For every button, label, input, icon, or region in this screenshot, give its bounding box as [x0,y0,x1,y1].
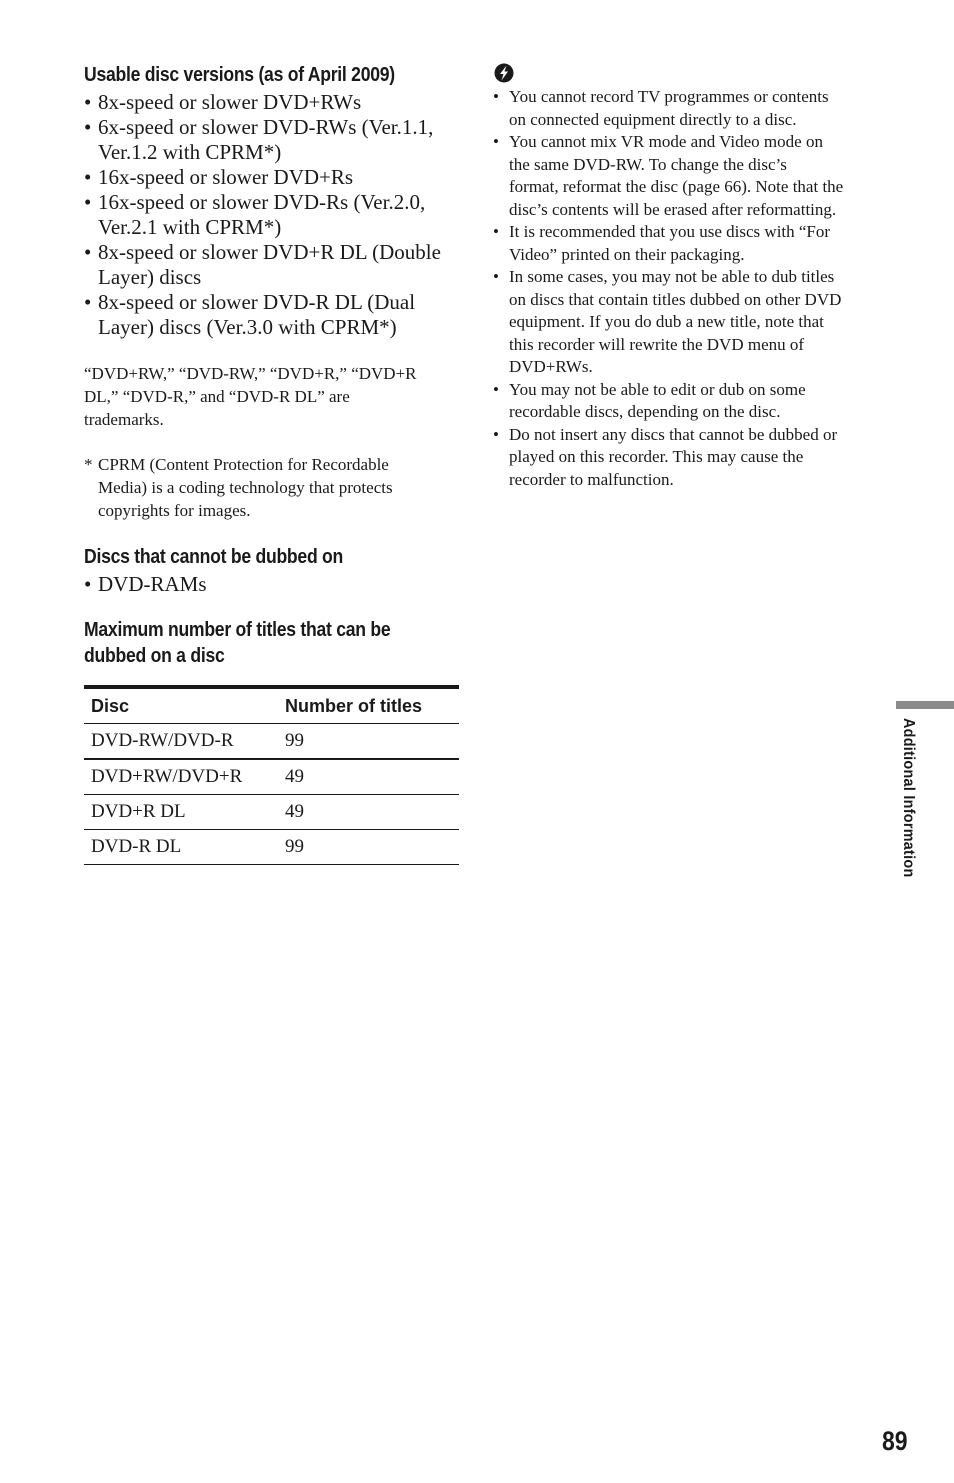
list-item-text: It is recommended that you use discs with “For [509,222,831,241]
list-item-text: You cannot record TV programmes or contents [509,87,829,106]
bullet: • [84,190,92,214]
footnote-text [98,455,393,520]
list-item [84,90,460,115]
section-tab-marker [896,701,954,709]
bullet: • [493,132,499,151]
text-line: trademarks. [84,410,164,429]
page-number: 89 [882,1426,908,1456]
bullet: • [493,379,499,399]
list-item-text: Do not insert any discs that cannot be dubbed or [509,424,838,444]
list-item-text: You cannot mix VR mode and Video mode on [509,132,823,151]
cprm-footnote [84,453,460,522]
list-item [493,221,873,266]
cannot-dub-list [84,572,460,597]
table-row [84,795,459,830]
list-item-text: 16x-speed or slower DVD+Rs [98,165,354,189]
footnote-asterisk: * [84,455,93,474]
list-item [84,165,460,190]
bullet: • [493,222,499,241]
list-item [84,290,460,340]
text-line: DL,” “DVD-R,” and “DVD-R DL” are [84,387,350,406]
trademark-note [84,362,460,431]
left-column [84,62,460,865]
list-item-text: equipment. If you do dub a new title, note that [509,312,824,331]
header-number-of-titles: Number of titles [278,687,459,724]
cell-titles: 99 [278,830,459,865]
list-item-text: 16x-speed or slower DVD-Rs (Ver.2.0, [98,190,426,214]
bullet: • [493,424,499,444]
header-disc: Disc [84,687,278,724]
list-item-text: DVD+RWs. [509,357,593,376]
list-item-text: You may not be able to edit or dub on some [509,379,806,399]
tip-icon [493,62,515,84]
bullet: • [84,290,92,314]
table-row [84,830,459,865]
bullet: • [493,267,499,286]
list-item-text: format, reformat the disc (page 66). Note that the [509,177,844,196]
list-item-text: 6x-speed or slower DVD-RWs (Ver.1.1, [98,115,434,139]
cell-disc: DVD+RW/DVD+R [84,759,278,795]
text-line: copyrights for images. [98,501,251,520]
list-item-text: In some cases, you may not be able to dub titles [509,267,835,286]
bullet: • [84,572,92,596]
text-line: “DVD+RW,” “DVD-RW,” “DVD+R,” “DVD+R [84,364,417,383]
list-item-text: Layer) discs [98,265,202,289]
right-column [493,62,873,491]
list-item-text: Video” printed on their packaging. [509,244,745,264]
list-item-text: on connected equipment directly to a disc. [509,109,797,129]
list-item [84,572,460,597]
list-item [493,266,873,379]
text-line: Maximum number of titles that can be [84,619,391,641]
list-item-text: 8x-speed or slower DVD+R DL (Double [98,240,441,264]
bullet: • [84,165,92,189]
cell-titles: 99 [278,724,459,760]
list-item [493,379,873,424]
bullet: • [84,240,92,264]
list-item-text: Ver.1.2 with CPRM*) [98,140,282,164]
list-item-text: 8x-speed or slower DVD-R DL (Dual [98,290,416,314]
bullet: • [84,90,92,114]
table-row [84,724,459,760]
list-item-text: 8x-speed or slower DVD+RWs [98,90,362,114]
list-item-text: on discs that contain titles dubbed on other DVD [509,289,842,309]
list-item-text: Ver.2.1 with CPRM*) [98,215,282,239]
text-line: Media) is a coding technology that protects [98,478,393,497]
text-line: dubbed on a disc [84,645,225,667]
list-item-text: Layer) discs (Ver.3.0 with CPRM*) [98,315,397,339]
list-item [84,115,460,165]
cell-disc: DVD+R DL [84,795,278,830]
cell-titles: 49 [278,795,459,830]
list-item-text: recordable discs, depending on the disc. [509,402,781,421]
list-item [493,424,873,492]
cannot-dub-heading: Discs that cannot be dubbed on [84,546,344,568]
list-item [493,131,873,221]
list-item-text: played on this recorder. This may cause the [509,447,804,466]
list-item-text: this recorder will rewrite the DVD menu of [509,334,805,354]
list-item [493,86,873,131]
list-item-text: recorder to malfunction. [509,469,674,489]
list-item-text: DVD-RAMs [98,572,207,596]
list-item-text: disc’s contents will be erased after reformatting. [509,199,837,219]
section-side-label: Additional Information [900,718,917,878]
max-titles-heading [84,617,454,669]
list-item [84,240,460,290]
max-titles-table [84,685,459,865]
usable-discs-list [84,90,460,340]
cell-disc: DVD-R DL [84,830,278,865]
text-line: CPRM (Content Protection for Recordable [98,455,389,474]
list-item [84,190,460,240]
cell-titles: 49 [278,759,459,795]
table-header-row [84,687,459,724]
list-item-text: the same DVD-RW. To change the disc’s [509,154,787,174]
table-row [84,759,459,795]
usable-discs-heading: Usable disc versions (as of April 2009) [84,64,395,86]
bullet: • [493,87,499,106]
notes-list [493,86,873,491]
bullet: • [84,115,92,139]
cell-disc: DVD-RW/DVD-R [84,724,278,760]
